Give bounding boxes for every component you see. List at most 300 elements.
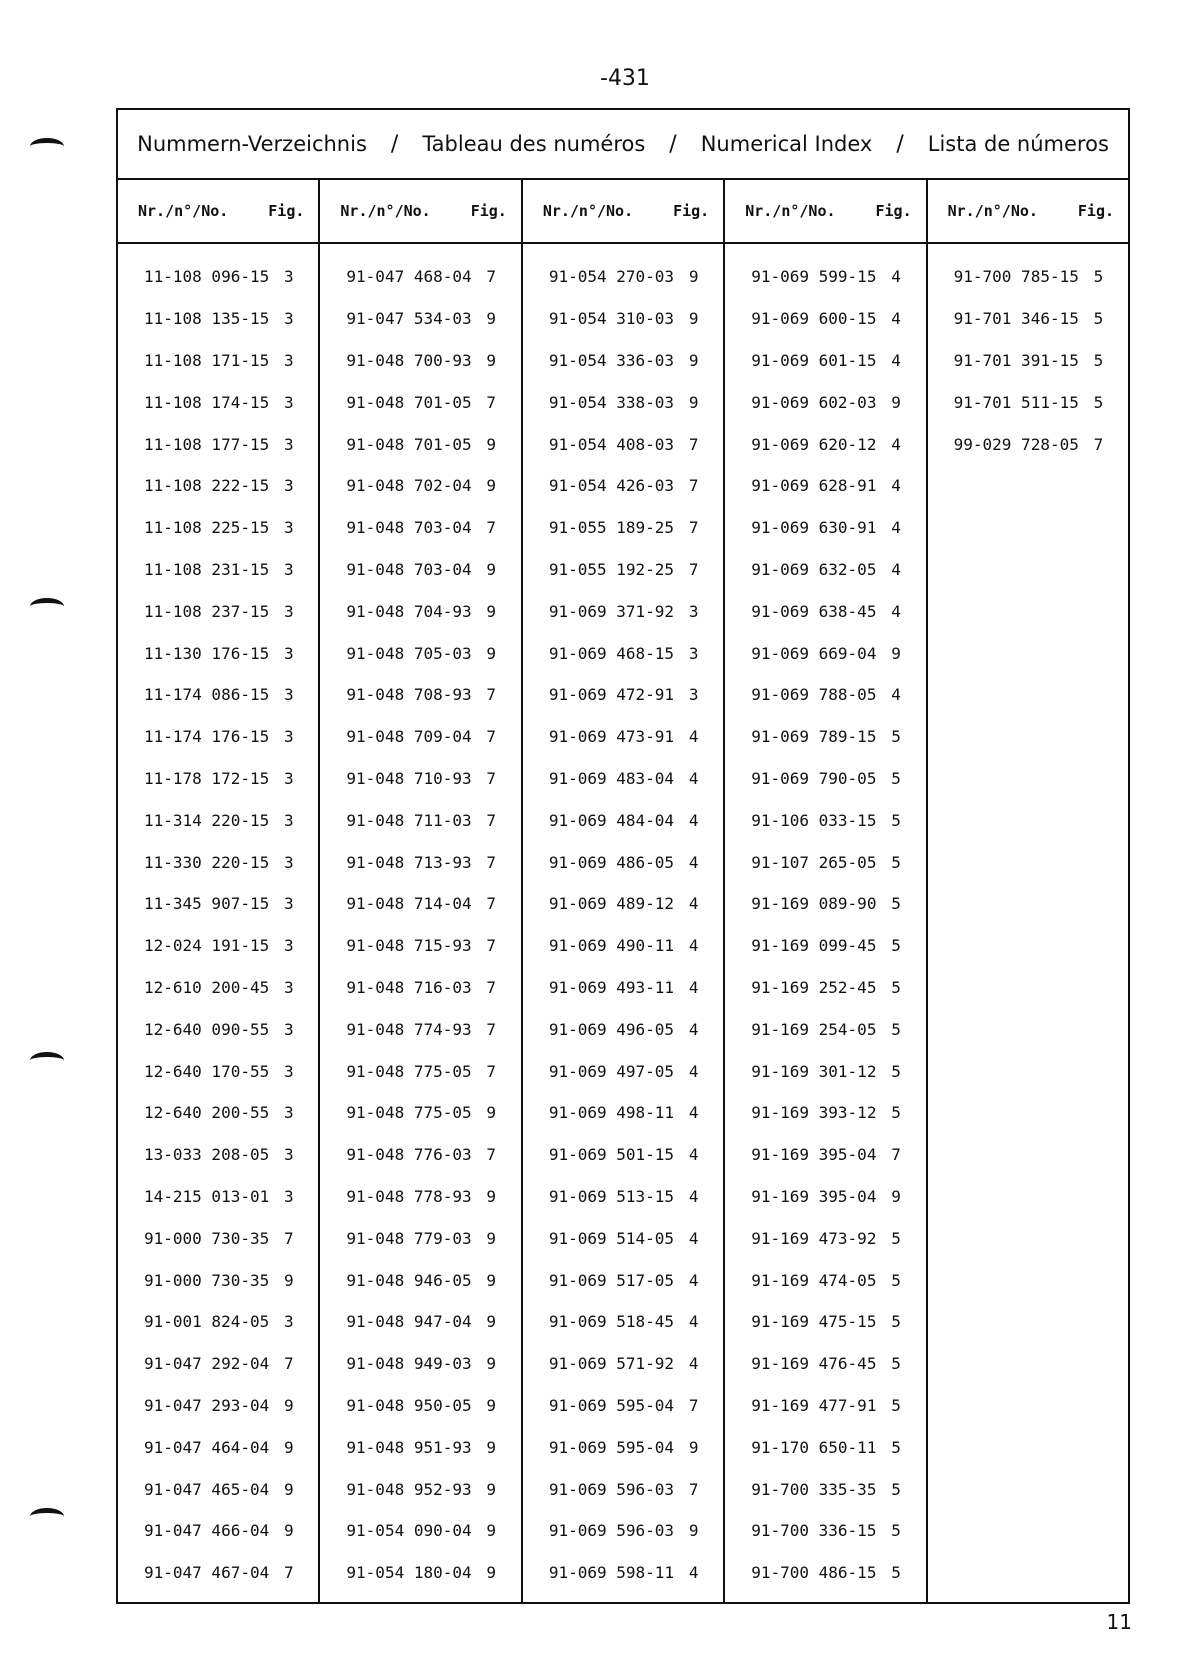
part-number: 91-047 468-04 (346, 267, 472, 287)
figure-number: 7 (1093, 434, 1104, 454)
title-separator: / (390, 131, 399, 157)
table-row (523, 1343, 723, 1385)
title-separator: / (896, 131, 904, 157)
table-row (725, 716, 925, 758)
part-number: 91-047 534-03 (346, 309, 472, 329)
part-number: 91-054 090-04 (346, 1521, 472, 1541)
figure-number: 9 (486, 1563, 497, 1583)
table-row (928, 256, 1128, 298)
table-row (725, 758, 925, 800)
table-row (118, 674, 318, 716)
table-row (523, 549, 723, 591)
part-number: 91-054 408-03 (548, 434, 675, 454)
figure-number: 4 (688, 1563, 699, 1583)
figure-number: 9 (486, 1479, 497, 1499)
title-es: Lista de números (927, 132, 1109, 156)
figure-number: 7 (284, 1354, 294, 1374)
part-number: 91-048 774-93 (346, 1019, 472, 1039)
figure-number: 4 (891, 476, 901, 496)
figure-number: 3 (284, 894, 294, 914)
part-number: 91-048 951-93 (346, 1437, 472, 1457)
figure-number: 5 (891, 977, 901, 997)
part-number: 11-178 172-15 (144, 768, 270, 788)
numerical-index-table (116, 108, 1130, 1604)
table-row (320, 381, 520, 423)
table-row (118, 507, 318, 549)
title-fr: Tableau des numéros (422, 132, 646, 156)
part-number: 91-169 252-45 (751, 977, 877, 997)
part-number: 91-069 669-04 (751, 643, 877, 663)
table-row (320, 1134, 520, 1176)
table-row (523, 1050, 723, 1092)
figure-number: 4 (891, 267, 901, 287)
part-number: 91-047 467-04 (144, 1563, 270, 1583)
figure-number: 3 (284, 1186, 294, 1206)
figure-number: 9 (284, 1395, 294, 1415)
table-row (928, 423, 1128, 465)
part-number: 91-048 776-03 (346, 1145, 472, 1165)
figure-number: 4 (688, 977, 699, 997)
table-row (320, 1510, 520, 1552)
part-number: 91-169 473-92 (751, 1228, 877, 1248)
figure-number: 7 (486, 768, 497, 788)
table-row (320, 925, 520, 967)
figure-number: 7 (486, 936, 497, 956)
part-number: 91-069 788-05 (751, 685, 877, 705)
table-row (523, 381, 723, 423)
table-row (320, 1552, 520, 1594)
figure-number: 3 (688, 685, 699, 705)
part-number: 91-054 426-03 (548, 476, 675, 496)
table-row (118, 381, 318, 423)
figure-number: 3 (284, 768, 294, 788)
figure-number: 4 (891, 559, 901, 579)
index-column-4 (725, 180, 927, 1602)
figure-number: 4 (688, 936, 699, 956)
part-number: 91-054 270-03 (548, 267, 675, 287)
part-number: 91-069 638-45 (751, 601, 877, 621)
part-number: 91-048 710-93 (346, 768, 472, 788)
part-number: 91-700 335-35 (751, 1479, 877, 1499)
table-row (118, 632, 318, 674)
figure-number: 3 (688, 643, 699, 663)
table-row (523, 1259, 723, 1301)
figure-number: 7 (486, 518, 497, 538)
table-row (725, 883, 925, 925)
part-number: 91-054 310-03 (548, 309, 675, 329)
table-row (118, 967, 318, 1009)
binder-hole-mark (30, 598, 64, 615)
part-number: 91-048 775-05 (346, 1103, 472, 1123)
part-number: 91-054 338-03 (548, 392, 675, 412)
table-row (118, 1176, 318, 1218)
part-number: 91-169 475-15 (751, 1312, 877, 1332)
table-row (523, 340, 723, 382)
part-number: 91-048 711-03 (346, 810, 472, 830)
table-row (320, 1468, 520, 1510)
part-number: 91-700 785-15 (953, 267, 1079, 287)
part-number: 91-047 464-04 (144, 1437, 270, 1457)
figure-number: 7 (486, 1145, 497, 1165)
table-row (523, 1301, 723, 1343)
part-number: 91-048 705-03 (346, 643, 472, 663)
part-number: 91-069 630-91 (751, 518, 877, 538)
figure-number: 7 (688, 1479, 699, 1499)
figure-number: 4 (688, 1061, 699, 1081)
table-row (928, 298, 1128, 340)
table-row (118, 340, 318, 382)
figure-number: 9 (688, 350, 699, 370)
table-row (118, 590, 318, 632)
part-number: 91-069 789-15 (751, 727, 877, 747)
part-number: 91-069 486-05 (548, 852, 675, 872)
table-row (725, 799, 925, 841)
table-row (725, 1385, 925, 1427)
part-number: 91-069 632-05 (751, 559, 877, 579)
table-row (725, 465, 925, 507)
table-row (118, 465, 318, 507)
part-number: 14-215 013-01 (144, 1186, 270, 1206)
table-row (725, 841, 925, 883)
part-number: 11-108 171-15 (144, 350, 270, 370)
figure-number: 9 (284, 1437, 294, 1457)
figure-number: 4 (688, 1103, 699, 1123)
table-row (118, 1385, 318, 1427)
part-number: 91-048 702-04 (346, 476, 472, 496)
header-fig-label: Fig. (470, 202, 507, 220)
part-number: 91-169 395-04 (751, 1145, 877, 1165)
part-number: 91-047 465-04 (144, 1479, 270, 1499)
part-number: 91-048 775-05 (346, 1061, 472, 1081)
figure-number: 9 (891, 1186, 901, 1206)
figure-number: 9 (891, 643, 901, 663)
table-row (118, 841, 318, 883)
figure-number: 9 (486, 1395, 497, 1415)
part-number: 91-054 336-03 (548, 350, 675, 370)
figure-number: 4 (891, 350, 901, 370)
figure-number: 9 (486, 476, 497, 496)
index-column-3 (523, 180, 725, 1602)
header-number-label: Nr./n°/No. (138, 202, 229, 220)
figure-number: 7 (688, 1395, 699, 1415)
part-number: 91-069 518-45 (548, 1312, 675, 1332)
figure-number: 4 (688, 1354, 699, 1374)
table-row (523, 1217, 723, 1259)
part-number: 12-024 191-15 (144, 936, 270, 956)
part-number: 91-048 708-93 (346, 685, 472, 705)
table-row (523, 256, 723, 298)
part-number: 91-169 476-45 (751, 1354, 877, 1374)
figure-number: 9 (688, 1437, 699, 1457)
part-number: 11-108 174-15 (144, 392, 270, 412)
part-number: 11-108 231-15 (144, 559, 270, 579)
table-row (320, 1050, 520, 1092)
table-row (320, 1259, 520, 1301)
table-row (118, 423, 318, 465)
figure-number: 9 (486, 1186, 497, 1206)
part-number: 91-048 714-04 (346, 894, 472, 914)
table-row (118, 1134, 318, 1176)
part-number: 91-169 254-05 (751, 1019, 877, 1039)
figure-number: 7 (486, 685, 497, 705)
table-row (320, 841, 520, 883)
figure-number: 3 (284, 392, 294, 412)
part-number: 91-000 730-35 (144, 1270, 270, 1290)
part-number: 91-069 598-11 (548, 1563, 675, 1583)
figure-number: 5 (891, 768, 901, 788)
figure-number: 5 (891, 1521, 901, 1541)
part-number: 91-069 514-05 (548, 1228, 675, 1248)
table-row (320, 1092, 520, 1134)
part-number: 91-069 620-12 (751, 434, 877, 454)
figure-number: 7 (486, 894, 497, 914)
table-row (725, 1092, 925, 1134)
binder-hole-mark (30, 138, 64, 155)
table-row (725, 1552, 925, 1594)
figure-number: 9 (688, 309, 699, 329)
figure-number: 4 (688, 1019, 699, 1039)
index-column-5 (928, 180, 1128, 1602)
table-row (118, 1092, 318, 1134)
part-number: 91-069 790-05 (751, 768, 877, 788)
index-column-1 (118, 180, 320, 1602)
header-number-label: Nr./n°/No. (947, 202, 1038, 220)
figure-number: 5 (1093, 267, 1104, 287)
figure-number: 5 (891, 852, 901, 872)
part-number: 91-069 601-15 (751, 350, 877, 370)
table-row (523, 758, 723, 800)
table-row (523, 1134, 723, 1176)
header-fig-label: Fig. (268, 202, 305, 220)
table-row (118, 1050, 318, 1092)
figure-number: 5 (891, 1354, 901, 1374)
table-row (523, 1510, 723, 1552)
figure-number: 3 (284, 267, 294, 287)
table-row (725, 1343, 925, 1385)
part-number: 11-108 237-15 (144, 601, 270, 621)
part-number: 91-001 824-05 (144, 1312, 270, 1332)
figure-number: 9 (486, 350, 497, 370)
table-row (523, 799, 723, 841)
part-number: 91-170 650-11 (751, 1437, 877, 1457)
binder-hole-mark (30, 1508, 64, 1525)
part-number: 91-055 192-25 (548, 559, 675, 579)
part-number: 91-000 730-35 (144, 1228, 270, 1248)
table-row (320, 423, 520, 465)
header-fig-label: Fig. (673, 202, 710, 220)
part-number: 91-169 301-12 (751, 1061, 877, 1081)
part-number: 91-069 472-91 (548, 685, 675, 705)
header-fig-label: Fig. (875, 202, 912, 220)
figure-number: 4 (688, 852, 699, 872)
table-row (725, 1008, 925, 1050)
table-row (118, 1510, 318, 1552)
title-en: Numerical Index (700, 132, 873, 156)
figure-number: 9 (486, 434, 497, 454)
table-row (320, 674, 520, 716)
footer-number: 11 (1106, 1610, 1132, 1634)
figure-number: 5 (891, 894, 901, 914)
table-row (320, 1385, 520, 1427)
table-row (523, 1008, 723, 1050)
table-row (320, 1426, 520, 1468)
table-row (320, 298, 520, 340)
table-row (118, 883, 318, 925)
table-row (118, 1343, 318, 1385)
part-number: 91-069 468-15 (548, 643, 675, 663)
figure-number: 9 (486, 601, 497, 621)
figure-number: 5 (891, 1395, 901, 1415)
part-number: 91-069 490-11 (548, 936, 675, 956)
table-row (725, 674, 925, 716)
title-separator: / (669, 131, 677, 157)
header-number-label: Nr./n°/No. (542, 202, 634, 220)
column-header (928, 180, 1128, 244)
part-number: 91-069 599-15 (751, 267, 877, 287)
figure-number: 3 (688, 601, 699, 621)
figure-number: 3 (284, 727, 294, 747)
table-row (725, 632, 925, 674)
figure-number: 7 (688, 434, 699, 454)
title-de: Nummern-Verzeichnis (137, 132, 367, 156)
table-row (725, 1301, 925, 1343)
figure-number: 3 (284, 434, 294, 454)
figure-number: 3 (284, 1061, 294, 1081)
table-row (320, 883, 520, 925)
figure-number: 4 (688, 810, 699, 830)
figure-number: 7 (688, 559, 699, 579)
table-row (725, 925, 925, 967)
table-row (725, 549, 925, 591)
figure-number: 4 (688, 1270, 699, 1290)
figure-number: 4 (891, 434, 901, 454)
table-row (725, 1050, 925, 1092)
table-row (725, 1217, 925, 1259)
figure-number: 9 (486, 1270, 497, 1290)
part-number: 12-640 200-55 (144, 1103, 270, 1123)
part-number: 91-069 493-11 (548, 977, 675, 997)
figure-number: 5 (891, 1437, 901, 1457)
figure-number: 5 (1093, 392, 1104, 412)
binder-hole-mark (30, 1052, 64, 1069)
table-row (725, 256, 925, 298)
part-number: 11-108 177-15 (144, 434, 270, 454)
figure-number: 5 (891, 1563, 901, 1583)
figure-number: 9 (486, 559, 497, 579)
table-row (725, 381, 925, 423)
table-row (523, 883, 723, 925)
table-row (523, 590, 723, 632)
figure-number: 5 (1093, 350, 1104, 370)
table-row (118, 1468, 318, 1510)
figure-number: 4 (891, 685, 901, 705)
part-number: 91-048 700-93 (346, 350, 472, 370)
part-number: 91-054 180-04 (346, 1563, 472, 1583)
column-header (118, 180, 318, 244)
figure-number: 3 (284, 518, 294, 538)
figure-number: 9 (486, 643, 497, 663)
part-number: 91-069 595-04 (548, 1437, 675, 1457)
figure-number: 3 (284, 1103, 294, 1123)
table-row (523, 716, 723, 758)
part-number: 91-048 709-04 (346, 727, 472, 747)
part-number: 91-069 628-91 (751, 476, 877, 496)
table-row (523, 423, 723, 465)
part-number: 11-108 222-15 (144, 476, 270, 496)
part-number: 91-048 713-93 (346, 852, 472, 872)
table-row (118, 799, 318, 841)
table-row (118, 1426, 318, 1468)
page-number: -431 (600, 66, 650, 91)
figure-number: 9 (486, 1521, 497, 1541)
figure-number: 5 (891, 1228, 901, 1248)
part-number: 91-048 950-05 (346, 1395, 472, 1415)
part-number: 91-055 189-25 (548, 518, 675, 538)
figure-number: 3 (284, 685, 294, 705)
part-number: 91-048 704-93 (346, 601, 472, 621)
figure-number: 3 (284, 601, 294, 621)
figure-number: 3 (284, 977, 294, 997)
figure-number: 7 (486, 1019, 497, 1039)
part-number: 91-048 779-03 (346, 1228, 472, 1248)
figure-number: 9 (486, 1312, 497, 1332)
column-header (320, 180, 520, 244)
figure-number: 4 (688, 727, 699, 747)
part-number: 91-700 486-15 (751, 1563, 877, 1583)
part-number: 91-047 466-04 (144, 1521, 270, 1541)
table-row (523, 1176, 723, 1218)
table-row (320, 549, 520, 591)
figure-number: 4 (688, 768, 699, 788)
table-row (118, 1217, 318, 1259)
figure-number: 3 (284, 1145, 294, 1165)
figure-number: 3 (284, 1312, 294, 1332)
part-number: 99-029 728-05 (953, 434, 1079, 454)
figure-number: 5 (891, 936, 901, 956)
part-number: 13-033 208-05 (144, 1145, 270, 1165)
table-row (523, 632, 723, 674)
figure-number: 4 (688, 1312, 699, 1332)
figure-number: 7 (284, 1228, 294, 1248)
table-row (118, 1259, 318, 1301)
table-title (118, 110, 1128, 180)
figure-number: 7 (486, 392, 497, 412)
figure-number: 5 (891, 810, 901, 830)
figure-number: 9 (688, 267, 699, 287)
part-number: 91-048 703-04 (346, 559, 472, 579)
table-row (523, 1385, 723, 1427)
part-number: 91-069 497-05 (548, 1061, 675, 1081)
part-number: 91-048 947-04 (346, 1312, 472, 1332)
part-number: 12-640 170-55 (144, 1061, 270, 1081)
part-number: 91-069 483-04 (548, 768, 675, 788)
table-row (320, 758, 520, 800)
figure-number: 9 (891, 392, 901, 412)
figure-number: 7 (284, 1563, 294, 1583)
part-number: 91-107 265-05 (751, 852, 877, 872)
part-number: 91-048 949-03 (346, 1354, 472, 1374)
table-row (725, 590, 925, 632)
table-row (523, 841, 723, 883)
index-columns (118, 180, 1128, 1602)
part-number: 11-108 135-15 (144, 309, 270, 329)
table-row (928, 381, 1128, 423)
figure-number: 3 (284, 810, 294, 830)
figure-number: 9 (284, 1270, 294, 1290)
part-number: 91-069 600-15 (751, 309, 877, 329)
figure-number: 7 (486, 852, 497, 872)
table-row (725, 423, 925, 465)
